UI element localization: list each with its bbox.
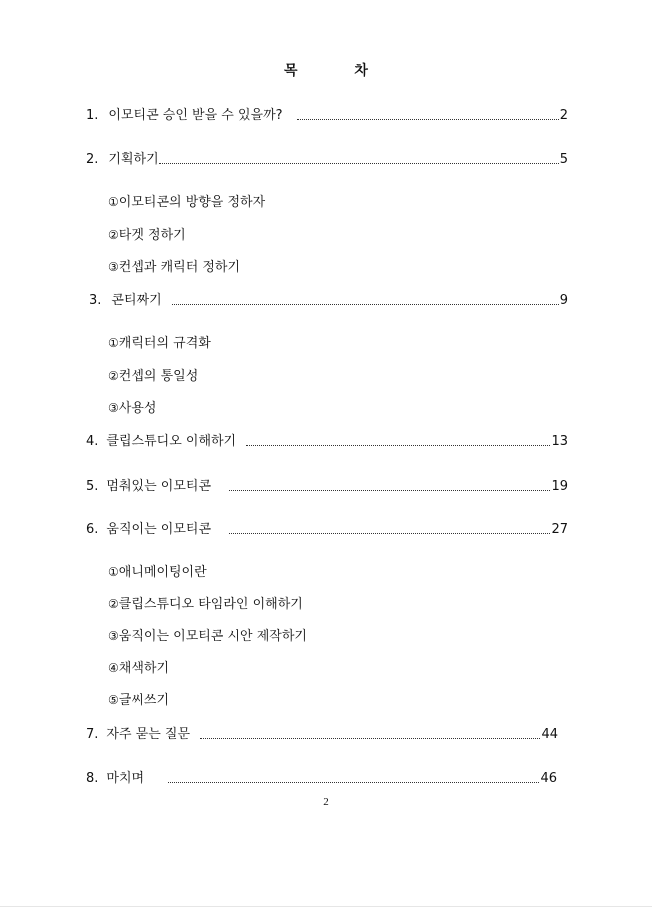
toc-entry-page: 13: [551, 434, 568, 449]
toc-entry-number: 7.: [86, 727, 99, 742]
subitem-label: 사용성: [118, 401, 157, 416]
subitem-label: 캐릭터의 규격화: [118, 336, 211, 351]
dot-leader: [172, 304, 559, 305]
subitem-marker: ⑤: [108, 693, 119, 707]
toc-entry-page: 44: [541, 727, 558, 742]
toc-entry-3[interactable]: [89, 289, 568, 309]
toc-subitem[interactable]: [108, 628, 307, 645]
subitem-marker: ③: [108, 629, 119, 643]
subitem-label: 이모티콘의 방향을 정하자: [118, 195, 266, 210]
dot-leader: [229, 533, 550, 534]
toc-entry-number: 3.: [89, 293, 102, 308]
toc-entry-title: 움직이는 이모티콘: [106, 522, 212, 537]
subitem-label: 컨셉의 통일성: [118, 369, 199, 384]
toc-entry-page: 9: [559, 293, 568, 308]
toc-entry-1[interactable]: [86, 104, 568, 124]
subitem-marker: ②: [108, 228, 119, 242]
toc-subitem[interactable]: [108, 692, 169, 709]
toc-entry-4[interactable]: [86, 430, 568, 450]
toc-entry-title: 자주 묻는 질문: [106, 727, 191, 742]
dot-leader: [297, 119, 559, 120]
subitem-label: 글씨쓰기: [118, 693, 169, 708]
toc-entry-page: 2: [559, 108, 568, 123]
toc-entry-title: 이모티콘 승인 받을 수 있을까?: [108, 108, 283, 123]
toc-subitem[interactable]: [108, 400, 156, 417]
toc-subitem[interactable]: [108, 335, 211, 352]
page-edge-divider: [0, 906, 652, 907]
subitem-marker: ②: [108, 597, 119, 611]
toc-subitem[interactable]: [108, 194, 265, 211]
dot-leader: [200, 738, 540, 739]
toc-subitem[interactable]: [108, 368, 198, 385]
dot-leader: [159, 163, 559, 164]
page-number: 2: [323, 796, 329, 808]
toc-entry-number: 5.: [86, 479, 99, 494]
subitem-marker: ①: [108, 195, 119, 209]
toc-entry-number: 1.: [86, 108, 99, 123]
toc-entry-number: 2.: [86, 152, 99, 167]
subitem-marker: ①: [108, 336, 119, 350]
toc-entry-page: 5: [559, 152, 568, 167]
dot-leader: [246, 445, 550, 446]
toc-subitem[interactable]: [108, 596, 303, 613]
subitem-marker: ①: [108, 565, 119, 579]
toc-entry-title: 클립스튜디오 이해하기: [106, 434, 237, 449]
subitem-label: 타겟 정하기: [118, 228, 186, 243]
toc-entry-7[interactable]: [86, 723, 558, 743]
toc-entry-title: 기획하기: [108, 152, 159, 167]
subitem-label: 클립스튜디오 타임라인 이해하기: [118, 597, 303, 612]
toc-subitem[interactable]: [108, 259, 240, 276]
toc-entry-number: 8.: [86, 771, 99, 786]
toc-entry-page: 19: [551, 479, 568, 494]
toc-entry-page: 46: [540, 771, 557, 786]
toc-entry-title: 마치며: [106, 771, 145, 786]
subitem-label: 컨셉과 캐릭터 정하기: [118, 260, 241, 275]
toc-entry-title: 멈춰있는 이모티콘: [106, 479, 212, 494]
subitem-marker: ④: [108, 661, 119, 675]
page-title: 목 차: [284, 63, 394, 79]
toc-entry-page: 27: [551, 522, 568, 537]
toc-entry-8[interactable]: [86, 767, 557, 787]
toc-entry-6[interactable]: [86, 518, 568, 538]
subitem-label: 애니메이팅이란: [118, 565, 207, 580]
toc-subitem[interactable]: [108, 227, 186, 244]
toc-entry-5[interactable]: [86, 475, 568, 495]
subitem-label: 움직이는 이모티콘 시안 제작하기: [118, 629, 307, 644]
toc-entry-title: 콘티짜기: [111, 293, 162, 308]
toc-entry-number: 4.: [86, 434, 99, 449]
toc-entry-2[interactable]: [86, 148, 568, 168]
toc-entry-number: 6.: [86, 522, 99, 537]
toc-subitem[interactable]: [108, 564, 207, 581]
toc-subitem[interactable]: [108, 660, 169, 677]
subitem-marker: ③: [108, 260, 119, 274]
subitem-marker: ③: [108, 401, 119, 415]
subitem-marker: ②: [108, 369, 119, 383]
subitem-label: 채색하기: [118, 661, 169, 676]
dot-leader: [229, 490, 550, 491]
dot-leader: [168, 782, 539, 783]
